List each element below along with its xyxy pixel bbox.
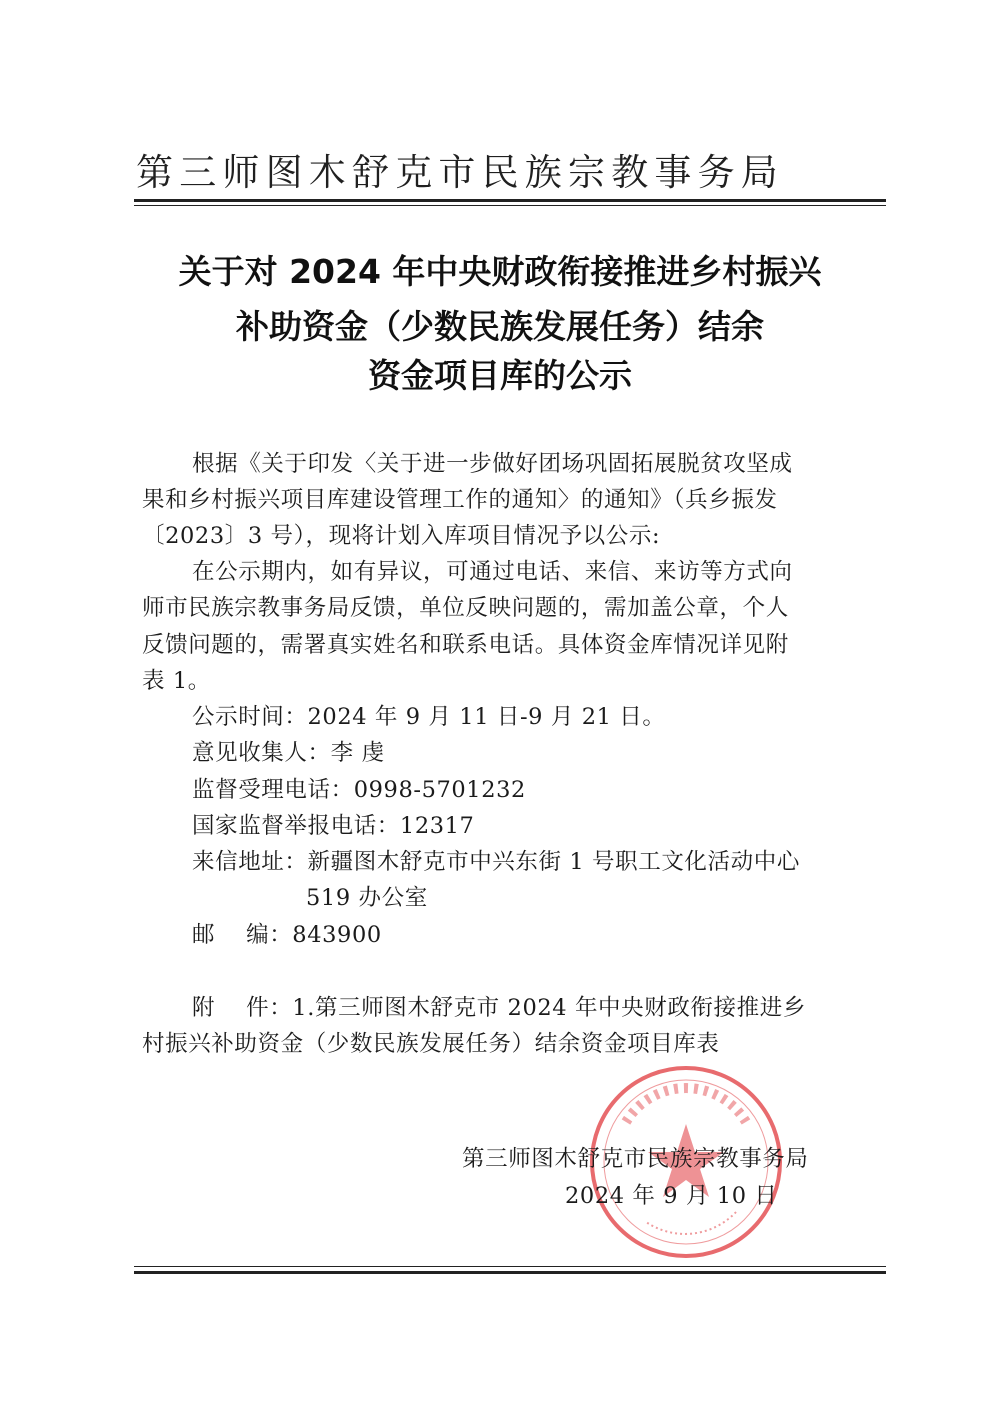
footer-rule-thin: [134, 1266, 886, 1267]
opinion-collector: 意见收集人：李 虔: [192, 740, 385, 766]
publicity-period: 公示时间：2024 年 9 月 11 日-9 月 21 日。: [192, 704, 666, 730]
header-rule-thick: [134, 199, 886, 202]
paragraph-2-line-4: 表 1。: [142, 668, 211, 694]
postal-code: 邮 编：843900: [192, 922, 382, 948]
signature-organization: 第三师图木舒克市民族宗教事务局: [462, 1146, 809, 1172]
paragraph-1-line-1: 根据《关于印发〈关于进一步做好团场巩固拓展脱贫攻坚成: [192, 451, 793, 477]
paragraph-2-line-2: 师市民族宗教事务局反馈，单位反映问题的，需加盖公章，个人: [142, 595, 789, 621]
document-title-line-1: 关于对 2024 年中央财政衔接推进乡村振兴: [178, 252, 822, 291]
attachment-line-1: 附 件：1.第三师图木舒克市 2024 年中央财政衔接推进乡: [192, 995, 806, 1021]
signature-date: 2024 年 9 月 10 日: [565, 1183, 778, 1209]
paragraph-1-line-2: 果和乡村振兴项目库建设管理工作的通知〉的通知》（兵乡振发: [142, 487, 778, 513]
paragraph-1-line-3: 〔2023〕3 号），现将计划入库项目情况予以公示:: [142, 523, 661, 549]
issuing-organization-header: 第三师图木舒克市民族宗教事务局: [136, 151, 784, 194]
mail-address-line-1: 来信地址：新疆图木舒克市中兴东街 1 号职工文化活动中心: [192, 849, 800, 875]
mail-address-line-2: 519 办公室: [306, 885, 428, 911]
supervision-phone: 监督受理电话：0998-5701232: [192, 777, 526, 803]
paragraph-2-line-1: 在公示期内，如有异议，可通过电话、来信、来访等方式向: [192, 559, 793, 585]
footer-rule-thick: [134, 1271, 886, 1274]
document-title-line-3: 资金项目库的公示: [368, 356, 632, 395]
national-report-phone: 国家监督举报电话：12317: [192, 813, 475, 839]
attachment-line-2: 村振兴补助资金（少数民族发展任务）结余资金项目库表: [142, 1031, 720, 1057]
header-rule-thin: [134, 205, 886, 206]
paragraph-2-line-3: 反馈问题的，需署真实姓名和联系电话。具体资金库情况详见附: [142, 632, 789, 658]
document-title-line-2: 补助资金（少数民族发展任务）结余: [236, 307, 764, 346]
